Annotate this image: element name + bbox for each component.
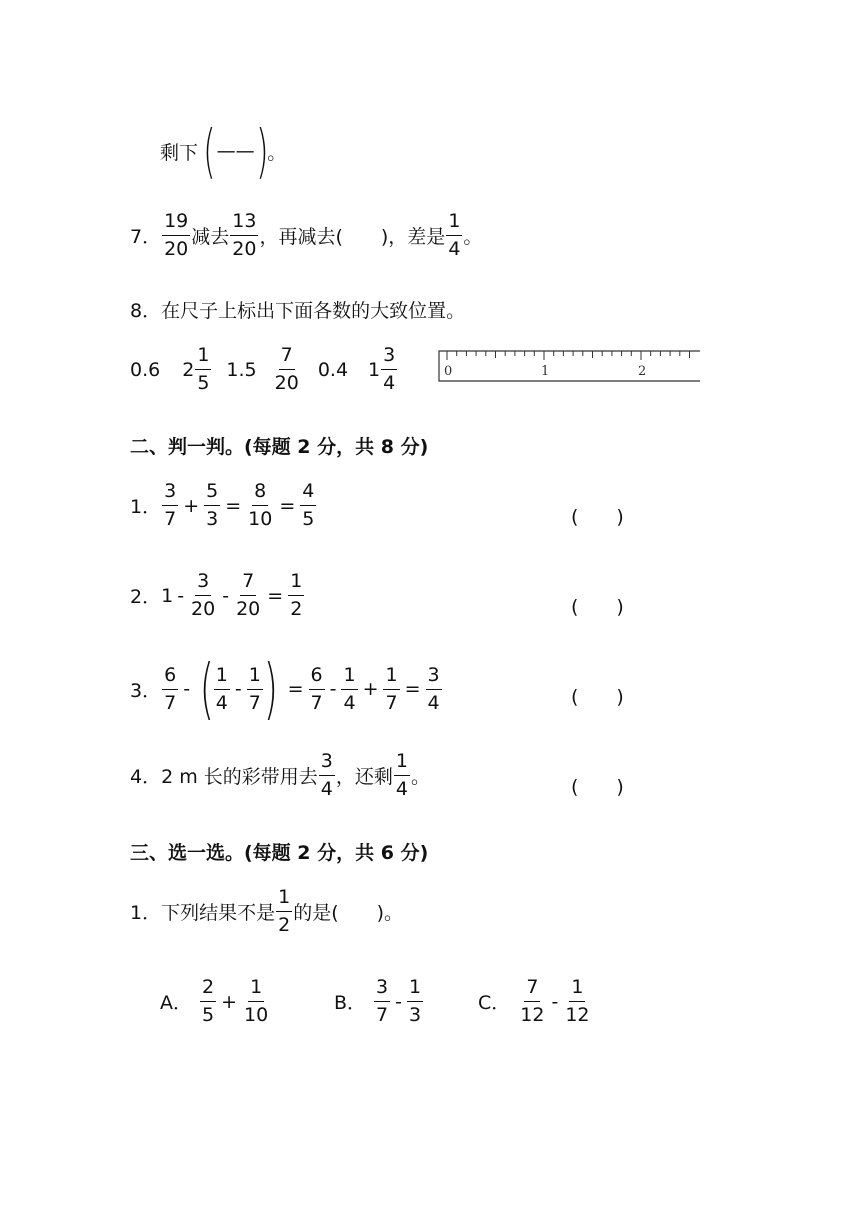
answer-bracket-4[interactable]: ( ) (571, 776, 624, 798)
fraction: $\frac{3}{7}$ (164, 480, 177, 530)
fraction: $\frac{1}{10}$ (244, 976, 269, 1026)
question-8 (130, 296, 465, 323)
fraction: $\frac{7}{20}$ (236, 570, 261, 620)
fraction: $\frac{3}{20}$ (191, 570, 216, 620)
number: 0.6 (130, 358, 161, 381)
fraction: $\frac{1}{12}$ (565, 976, 590, 1026)
number: 1.5 (226, 358, 257, 381)
question-7 (130, 212, 482, 259)
fraction: $\frac{1}{2}$ (278, 886, 291, 936)
section-2-title: 二、判一判。(每题 2 分，共 8 分) (130, 436, 429, 458)
question-number: 7． (130, 226, 162, 248)
numbers-row (130, 346, 398, 393)
ruler-label-1: 1 (541, 364, 550, 379)
answer-bracket-2[interactable]: ( ) (571, 596, 624, 618)
right-paren: ) (263, 650, 278, 727)
ruler (438, 350, 700, 382)
answer-bracket-3[interactable]: ( ) (571, 686, 624, 708)
choice-1: 1． 下列结果不是 $\frac{1}{2}$ 的是( )。 (130, 886, 404, 936)
fraction: $\frac{2}{5}$ (202, 976, 215, 1026)
fraction: $\frac{1}{4}$ (215, 663, 228, 714)
judge-2: 2． 1 - $\frac{3}{20}$ - $\frac{7}{20}$ = $\frac{1}{2}$ (130, 570, 303, 620)
left-paren: ( (203, 117, 216, 185)
fraction: $\frac{13}{20}$ (232, 210, 257, 260)
fraction: $\frac{7}{12}$ (520, 976, 545, 1026)
fraction: $\frac{1}{4}$ (395, 750, 408, 800)
ruler-label-0: 0 (444, 364, 453, 379)
ruler-label-2: 2 (638, 364, 647, 379)
fraction: $\frac{6}{7}$ (310, 663, 323, 714)
remaining-text: 剩下 (160, 141, 199, 164)
question-number: 4． (130, 766, 162, 788)
section-3-title: 三、选一选。(每题 2 分，共 6 分) (130, 842, 429, 864)
fraction: $\frac{6}{7}$ (164, 663, 177, 714)
question-text: 在尺子上标出下面各数的大致位置。 (161, 300, 466, 322)
answer-blank: —— (216, 140, 255, 162)
option-b[interactable]: B． $\frac{3}{7}$ - $\frac{1}{3}$ (334, 976, 422, 1026)
option-a[interactable]: A． $\frac{2}{5}$ + $\frac{1}{10}$ (160, 976, 269, 1026)
remaining-line (160, 118, 286, 184)
fraction: $\frac{5}{3}$ (206, 480, 219, 530)
fraction: $\frac{19}{20}$ (164, 210, 189, 260)
fraction: $\frac{7}{20}$ (274, 344, 299, 394)
question-number: 3． (130, 679, 162, 702)
question-number: 8． (130, 300, 162, 322)
left-paren: ( (199, 650, 215, 727)
question-number: 1． (130, 902, 162, 924)
right-paren: ) (255, 117, 269, 185)
judge-4: 4． 2 m 长的彩带用去 $\frac{3}{4}$ ，还剩 $\frac{1}{4}$ 。 (130, 750, 430, 800)
fraction: $\frac{1}{7}$ (385, 663, 398, 714)
fraction: $\frac{1}{4}$ (343, 663, 356, 714)
text: 减去 (191, 226, 230, 248)
question-number: 1． (130, 496, 162, 518)
judge-1: 1． $\frac{3}{7}$ + $\frac{5}{3}$ = $\frac{8}{10}$ = $\frac{4}{5}$ (130, 480, 315, 530)
fraction: $\frac{4}{5}$ (302, 480, 315, 530)
fraction: $\frac{1}{7}$ (248, 663, 261, 714)
option-c[interactable]: C． $\frac{7}{12}$ - $\frac{1}{12}$ (478, 976, 590, 1026)
fraction: $\frac{3}{7}$ (376, 976, 389, 1026)
mixed-number: 2 $\frac{1}{5}$ (182, 344, 210, 394)
text: 。 (463, 226, 483, 248)
fraction: $\frac{1}{3}$ (409, 976, 422, 1026)
fraction: $\frac{1}{4}$ (448, 210, 461, 260)
fraction: $\frac{3}{4}$ (427, 663, 440, 714)
period: 。 (267, 141, 287, 164)
text: ，再减去( )，差是 (259, 226, 446, 248)
answer-bracket-1[interactable]: ( ) (571, 506, 624, 528)
fraction: $\frac{3}{4}$ (320, 750, 333, 800)
mixed-number: 1 $\frac{3}{4}$ (368, 344, 396, 394)
judge-3: 3． $\frac{6}{7}$ - ( $\frac{1}{4}$ - $\frac{1}{7}$ ) = $\frac{6}{7}$ - $\frac{1}{4}$ + $\frac{1}{7}$ = $\frac{3}{4}$ (130, 650, 440, 727)
question-number: 2． (130, 586, 162, 608)
number: 0.4 (317, 358, 349, 381)
fraction: $\frac{8}{10}$ (248, 480, 273, 530)
fraction: $\frac{1}{2}$ (290, 570, 303, 620)
